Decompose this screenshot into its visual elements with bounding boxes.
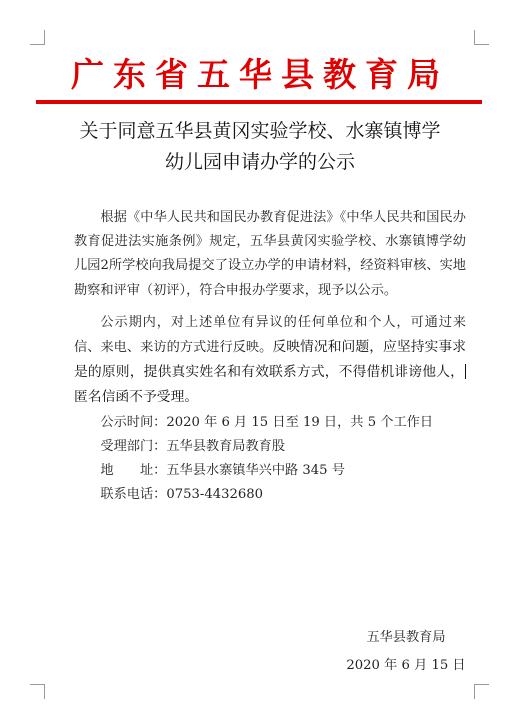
field-phone [74,483,466,507]
objection-text-part2: 反映情况和问题，应坚持实事求是的原则，提供真实姓名和有效联系方式，不得借机诽谤他人， [74,339,467,381]
title-line-1: 关于同意五华县黄冈实验学校、水寨镇博学 [79,120,441,142]
phone-value: 0753-4432680 [166,487,264,503]
signature-date: 2020 年 6 月 15 日 [346,658,466,673]
objection-text-part1: 公示期内，对上述单位有异议的任何单位和个人，可通过来信、来电、来访的方式进行反映。 [74,314,466,356]
margin-corner-bottom-left [30,684,45,699]
paragraph-objection [74,311,466,411]
document-title [40,116,480,178]
field-address [74,459,466,483]
address-value: 五华县水寨镇华兴中路 345 号 [166,463,345,479]
phone-label: 联系电话： [100,487,167,503]
margin-corner-top-right [474,30,489,45]
masthead: 广东省五华县教育局 [71,55,449,94]
margin-corner-top-left [30,30,45,45]
period-label: 公示时间： [100,414,167,430]
field-period [74,411,466,435]
address-label: 地 址： [100,463,167,479]
signature-organization: 五华县教育局 [366,630,446,645]
objection-text-part3: 匿名信函不予受理。 [74,389,199,406]
period-value: 2020 年 6 月 15 日至 19 日，共 5 个工作日 [166,414,434,430]
field-department [74,435,466,459]
text-cursor [465,364,466,379]
masthead-red-rule [36,100,482,104]
department-value: 五华县教育局教育股 [166,438,286,454]
title-line-2: 幼儿园申请办学的公示 [164,151,355,173]
department-label: 受理部门： [100,438,167,454]
paragraph-basis: 根据《中华人民共和国民办教育促进法》《中华人民共和国民办教育促进法实施条例》规定，五华县黄冈实验学校、水寨镇博学幼儿园2所学校向我局提交了设立办学的申请材料，经资料审核、实地勘察和评审（初评），符合申报办学要求，现予以公示。 [74,210,466,298]
margin-corner-bottom-right [474,684,489,699]
document-body [74,206,466,507]
